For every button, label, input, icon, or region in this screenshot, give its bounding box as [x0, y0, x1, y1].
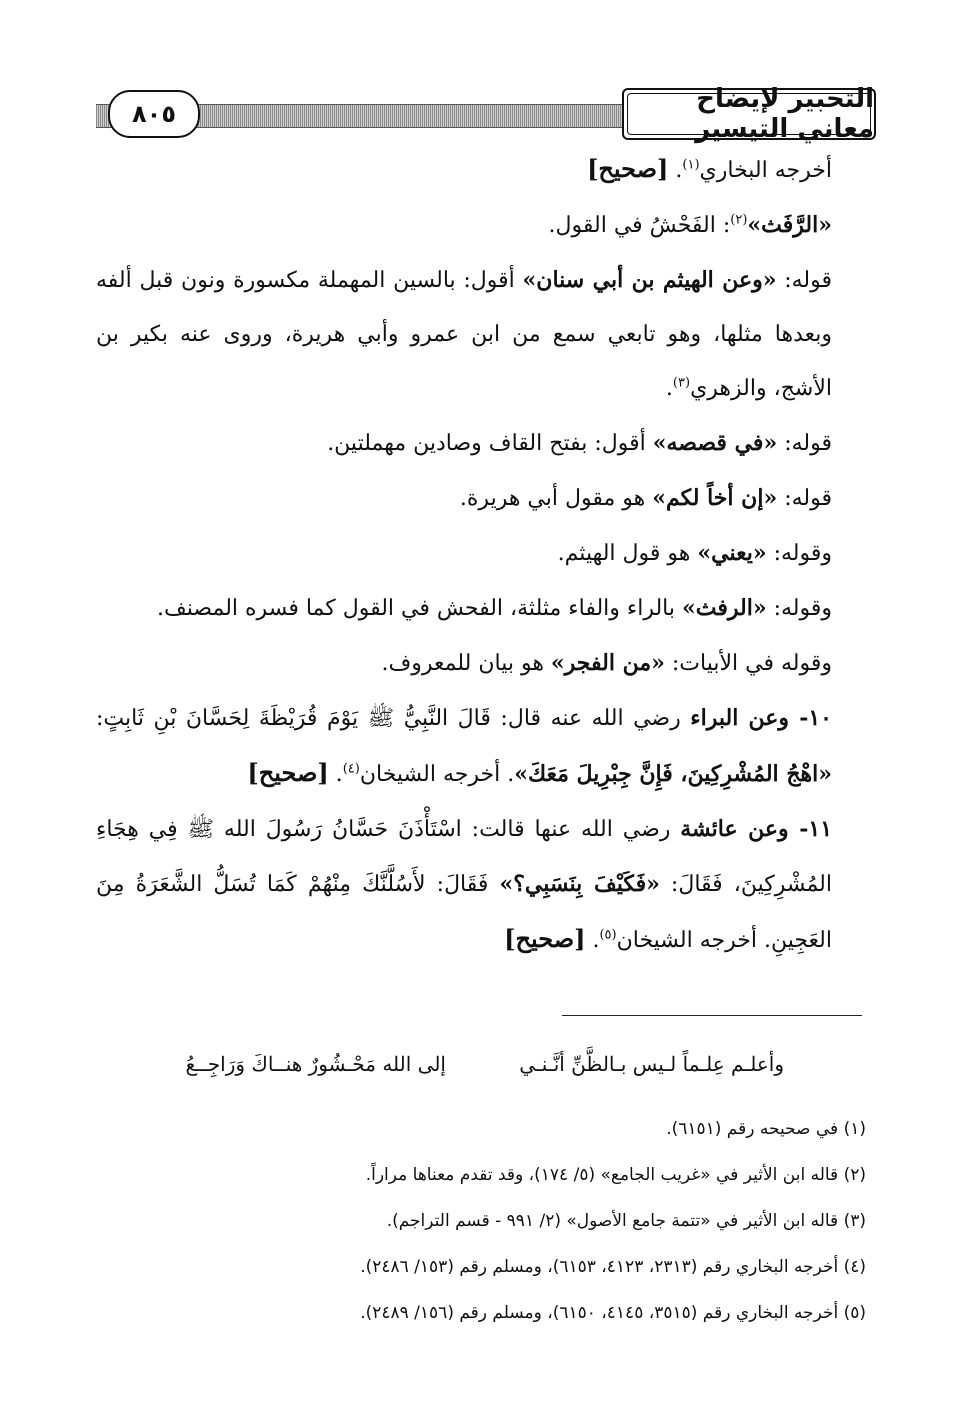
grade-label: [صحيح] — [504, 924, 586, 953]
book-title: التحبير لإيضاح معاني التيسير — [695, 84, 874, 144]
header-title-box — [622, 84, 876, 144]
paragraph: أخرجه البخاري$^{(١)}$. [صحيح] — [587, 154, 832, 183]
footnote: (٢) قاله ابن الأثير في «غريب الجامع» (٥/ ١٧٤)، وقد تقدم معناها مراراً. — [365, 1165, 866, 1185]
paragraph: وقوله: «يعني» هو قول الهيثم. — [557, 540, 832, 566]
grade-label: [صحيح] — [247, 758, 329, 787]
hadith-10: ١٠- وعن البراء رضي الله عنه قال: قَالَ النَّبِيُّ ﷺ يَوْمَ قُرَيْظَةَ لِحَسَّانَ بْنِ ثَابِتٍ: «اهْجُ المُشْرِكِينَ، فَإِنَّ جِبْرِيلَ مَعَكَ». أخرجه الشيخان$^{(٤)}$. [صحيح] — [96, 705, 832, 787]
running-header — [96, 84, 876, 144]
main-text — [96, 142, 866, 968]
hadith-11: ١١- وعن عائشة رضي الله عنها قالت: اسْتَأْذَنَ حَسَّانُ رَسُولَ الله ﷺ فِي هِجَاءِ المُشْرِكِينَ، فَقَالَ: «فَكَيْفَ بِنَسَبِي؟» فَقَالَ: لأَسُلَّنَّكَ مِنْهُمْ كَمَا تُسَلُّ الشَّعَرَةُ مِنَ العَجِينِ. أخرجه الشيخان$^{(٥)}$. [صحيح] — [96, 816, 833, 953]
page-number: ٨٠٥ — [132, 100, 176, 128]
footnote-ref: (٤) — [342, 761, 360, 777]
paragraph: قوله: «في قصصه» أقول: بفتح القاف وصادين مهملتين. — [327, 430, 832, 456]
footnote: (١) في صحيحه رقم (٦١٥١). — [666, 1119, 866, 1139]
footnote-divider — [562, 1015, 862, 1016]
footnote: (٥) أخرجه البخاري رقم (٣٥١٥، ٤١٤٥، ٦١٥٠)، ومسلم رقم (١٥٦/ ٢٤٨٩). — [360, 1303, 866, 1323]
paragraph: وقوله: «الرفث» بالراء والفاء مثلثة، الفحش في القول كما فسره المصنف. — [157, 595, 832, 621]
grade-label: [صحيح] — [587, 154, 669, 183]
footnotes — [96, 1106, 866, 1336]
poetry-verse — [96, 1046, 866, 1090]
footnote-ref: (٥) — [599, 927, 617, 943]
verse-hemistich-1: وأعلـم عِلـماً لـيس بـالظَّنِّ أنَّـنـي — [519, 1052, 784, 1076]
paragraph: وقوله في الأبيات: «من الفجر» هو بيان للمعروف. — [381, 650, 832, 676]
paragraph: «الرَّفَث»$^{(٢)}$: الفَحْشُ في القول. — [548, 212, 832, 238]
footnote-ref: (١) — [682, 157, 700, 173]
page-number-box — [108, 90, 200, 138]
footnote-ref: (٢) — [730, 212, 748, 228]
paragraph: قوله: «إن أخاً لكم» هو مقول أبي هريرة. — [459, 485, 832, 511]
footnote: (٣) قاله ابن الأثير في «تتمة جامع الأصول» (٢/ ٩٩١ - قسم التراجم). — [386, 1211, 866, 1231]
paragraph: قوله: «وعن الهيثم بن أبي سنان» أقول: بالسين المهملة مكسورة ونون قبل ألفه وبعدها مثلها، وهو تابعي سمع من ابن عمرو وأبي هريرة، وروى عنه بكير بن الأشج، والزهري$^{(٣)}$. — [96, 267, 832, 401]
footnote: (٤) أخرجه البخاري رقم (٢٣١٣، ٤١٢٣، ٦١٥٣)، ومسلم رقم (١٥٣/ ٢٤٨٦). — [360, 1257, 866, 1277]
verse-hemistich-2: إلى الله مَحْـشُورٌ هنــاكَ وَرَاجِــعُ — [185, 1052, 446, 1076]
footnote-ref: (٣) — [672, 375, 691, 391]
